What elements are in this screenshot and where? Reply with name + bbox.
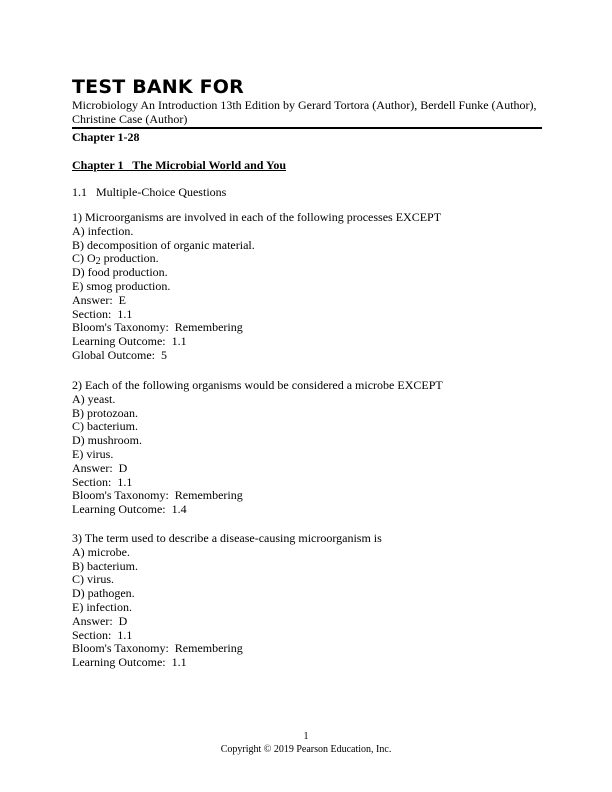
question-2 [72, 379, 443, 517]
learning-outcome: Learning Outcome: 1.4 [72, 502, 187, 517]
option-c-suffix: production. [100, 251, 159, 266]
option-b: B) protozoan. [72, 405, 138, 420]
question-3 [72, 532, 382, 670]
option-e: E) virus. [72, 446, 114, 461]
section: Section: 1.1 [72, 306, 133, 321]
option-d: D) food production. [72, 265, 168, 280]
global-outcome: Global Outcome: 5 [72, 347, 167, 362]
book-subtitle: Microbiology An Introduction 13th Edition by Gerard Tortora (Author), Berdell Funke (Author), Christine Case (Author) [72, 98, 537, 126]
option-c [72, 252, 441, 266]
option-e: E) infection. [72, 599, 132, 614]
blooms-taxonomy: Bloom's Taxonomy: Remembering [72, 320, 243, 335]
option-a: A) infection. [72, 223, 134, 238]
copyright-notice: Copyright © 2019 Pearson Education, Inc. [220, 744, 392, 755]
chapter-range: Chapter 1-28 [72, 130, 140, 144]
section: Section: 1.1 [72, 627, 133, 642]
blooms-taxonomy: Bloom's Taxonomy: Remembering [72, 488, 243, 503]
page-number: 1 [303, 731, 309, 742]
option-a: A) yeast. [72, 391, 116, 406]
section: Section: 1.1 [72, 474, 133, 489]
option-c: C) virus. [72, 572, 114, 587]
learning-outcome: Learning Outcome: 1.1 [72, 655, 187, 670]
option-c-prefix: C) O [72, 251, 96, 266]
question-stem: 3) The term used to describe a disease-causing microorganism is [72, 531, 382, 545]
blooms-taxonomy: Bloom's Taxonomy: Remembering [72, 641, 243, 656]
answer: Answer: D [72, 460, 128, 475]
answer: Answer: D [72, 613, 128, 628]
chapter-title: Chapter 1 The Microbial World and You [72, 158, 287, 172]
option-d: D) mushroom. [72, 433, 142, 448]
option-a: A) microbe. [72, 544, 130, 559]
option-c: C) bacterium. [72, 419, 138, 434]
option-e: E) smog production. [72, 278, 171, 293]
question-1 [72, 211, 441, 363]
document-heading: TEST BANK FOR [72, 76, 244, 98]
heading-divider [72, 127, 542, 129]
section-heading: 1.1 Multiple-Choice Questions [72, 185, 227, 199]
question-stem: 1) Microorganisms are involved in each of the following processes EXCEPT [72, 210, 442, 224]
question-stem: 2) Each of the following organisms would be considered a microbe EXCEPT [72, 378, 443, 392]
option-b: B) decomposition of organic material. [72, 237, 255, 252]
option-c-subscript: 2 [95, 256, 101, 268]
option-b: B) bacterium. [72, 558, 138, 573]
learning-outcome: Learning Outcome: 1.1 [72, 334, 187, 349]
answer: Answer: E [72, 292, 126, 307]
option-d: D) pathogen. [72, 586, 135, 601]
